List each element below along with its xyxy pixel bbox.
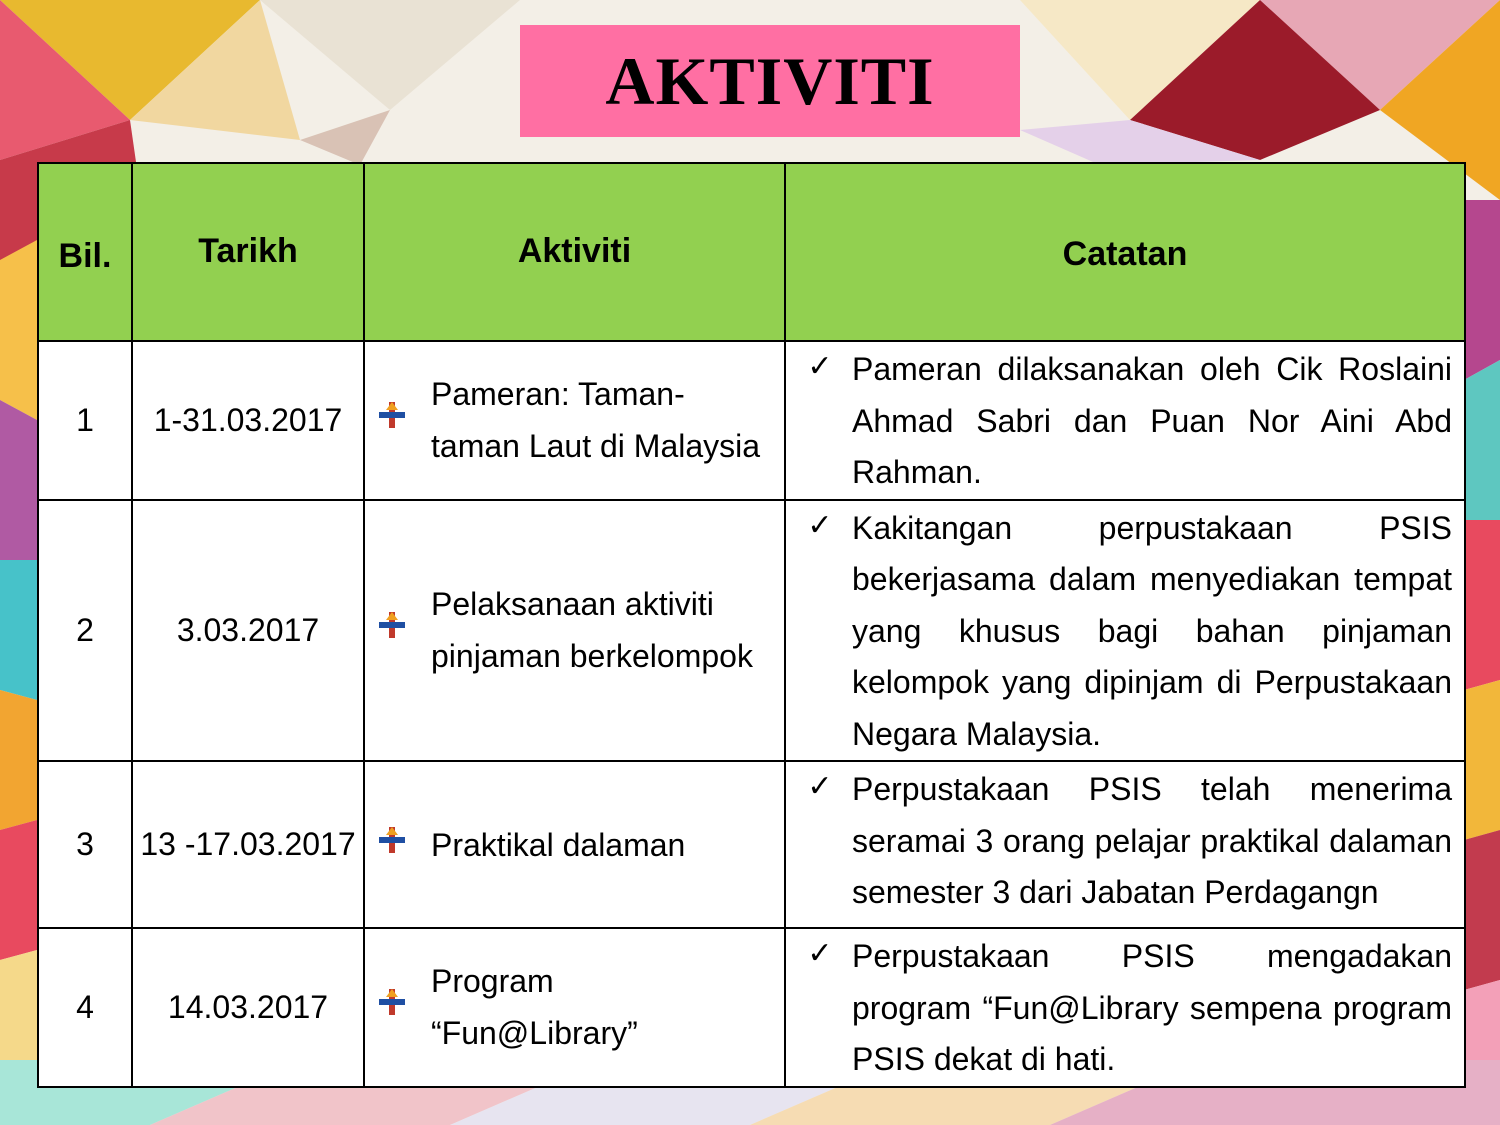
table-row: [38, 500, 1465, 762]
activity-table: [37, 162, 1466, 1088]
arrow-bullet-icon: [379, 827, 405, 853]
table-row: [38, 928, 1465, 1087]
catatan-text: Pameran dilaksanakan oleh Cik Roslaini Ahmad Sabri dan Puan Nor Aini Abd Rahman.: [852, 351, 1452, 490]
cell-bil: 3: [38, 761, 132, 928]
table-row: [38, 341, 1465, 500]
cell-aktiviti: [364, 500, 785, 762]
aktiviti-text: Program “Fun@Library”: [431, 963, 638, 1052]
aktiviti-text: Pameran: Taman-taman Laut di Malaysia: [431, 376, 761, 465]
header-bil: Bil.: [38, 163, 132, 341]
cell-tarikh: 13 -17.03.2017: [132, 761, 364, 928]
arrow-bullet-icon: [379, 989, 405, 1015]
aktiviti-text: Praktikal dalaman: [431, 826, 686, 863]
cell-bil: 4: [38, 928, 132, 1087]
catatan-text: Kakitangan perpustakaan PSIS bekerjasama dalam menyediakan tempat yang khusus bagi bahan pinjaman kelompok yang dipinjam di Perpustakaan Negara Malaysia.: [852, 509, 1452, 752]
checkmark-icon: ✓: [807, 770, 833, 803]
cell-tarikh: 3.03.2017: [132, 500, 364, 762]
table-header-row: [38, 163, 1465, 341]
header-aktiviti: Aktiviti: [364, 163, 785, 341]
catatan-text: Perpustakaan PSIS mengadakan program “Fun@Library sempena program PSIS dekat di hati.: [852, 938, 1452, 1077]
aktiviti-text: Pelaksanaan aktiviti pinjaman berkelompok: [431, 586, 753, 675]
checkmark-icon: ✓: [807, 508, 833, 542]
cell-catatan: [785, 500, 1465, 762]
cell-catatan: [785, 761, 1465, 928]
cell-tarikh: 1-31.03.2017: [132, 341, 364, 500]
header-catatan: Catatan: [785, 163, 1465, 341]
cell-catatan: [785, 341, 1465, 500]
checkmark-icon: ✓: [807, 937, 833, 970]
page-title: AKTIVITI: [605, 42, 935, 119]
cell-bil: 1: [38, 341, 132, 500]
cell-catatan: [785, 928, 1465, 1087]
cell-bil: 2: [38, 500, 132, 762]
table-row: [38, 761, 1465, 928]
title-banner: [520, 25, 1020, 137]
cell-aktiviti: [364, 341, 785, 500]
cell-aktiviti: [364, 761, 785, 928]
catatan-text: Perpustakaan PSIS telah menerima seramai 3 orang pelajar praktikal dalaman semester 3 dari Jabatan Perdagangn: [852, 771, 1452, 910]
checkmark-icon: ✓: [807, 350, 833, 383]
arrow-bullet-icon: [379, 402, 405, 428]
cell-aktiviti: [364, 928, 785, 1087]
cell-tarikh: 14.03.2017: [132, 928, 364, 1087]
header-tarikh: Tarikh: [132, 163, 364, 341]
arrow-bullet-icon: [379, 612, 405, 638]
